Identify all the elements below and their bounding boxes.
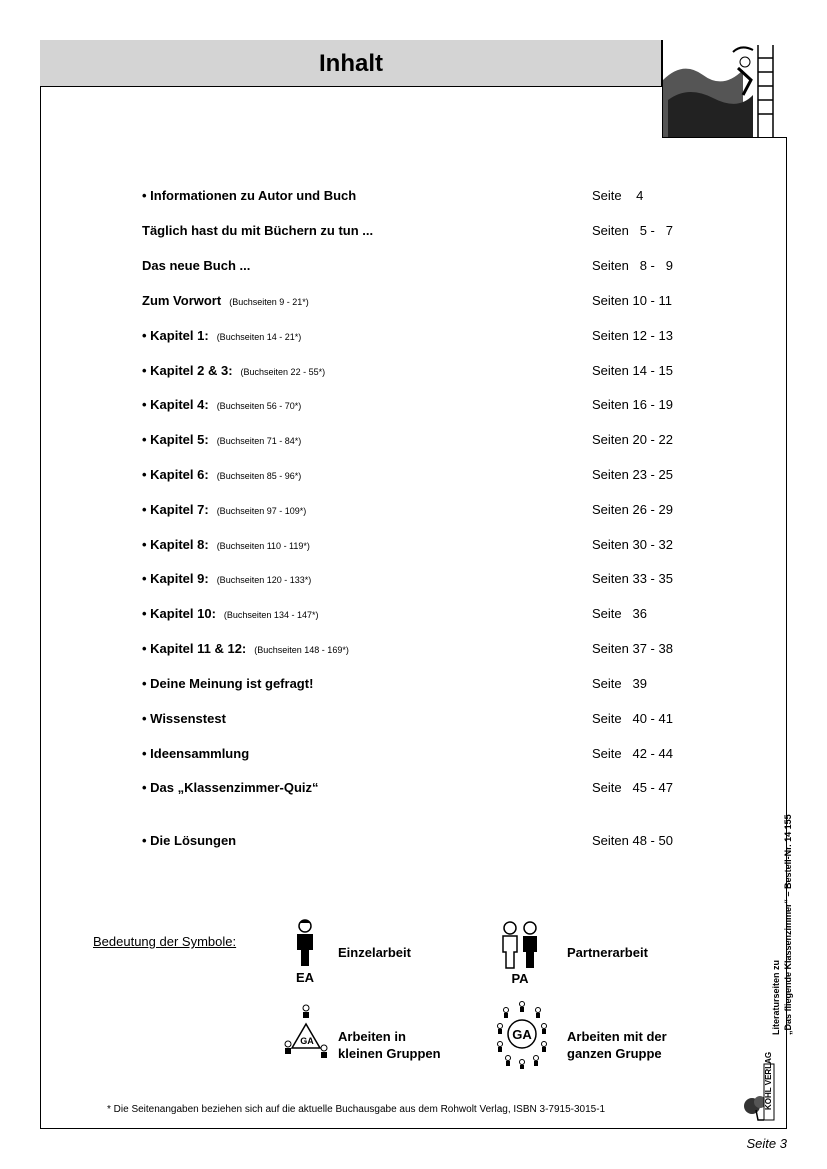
ea-label: Einzelarbeit: [338, 945, 411, 960]
side-publication-info: Literaturseiten zu „Das fliegende Klassenzimmer“ – Bestell-Nr. 14 155: [771, 814, 793, 1035]
toc-entry: • Kapitel 9: (Buchseiten 120 - 133*) Seiten 33 - 35: [142, 571, 673, 586]
page-title: Inhalt: [319, 50, 383, 77]
ga-abbr: GA: [300, 1036, 314, 1046]
toc-entry: Täglich hast du mit Büchern zu tun ... Seiten 5 - 7: [142, 223, 673, 238]
small-group-icon: [282, 1004, 330, 1062]
toc-entry: • Ideensammlung Seite 42 - 44: [142, 746, 673, 761]
toc-entry: • Kapitel 4: (Buchseiten 56 - 70*) Seiten 16 - 19: [142, 397, 673, 412]
page-number: Seite 3: [746, 1136, 787, 1151]
toc-entry: • Informationen zu Autor und Buch Seite 4: [142, 188, 644, 203]
toc-entry: • Kapitel 7: (Buchseiten 97 - 109*) Seiten 26 - 29: [142, 502, 673, 517]
ea-abbr: EA: [295, 970, 315, 985]
corner-illustration: [662, 40, 787, 138]
ga-label: Arbeiten in kleinen Gruppen: [338, 1029, 441, 1061]
single-person-icon: [292, 918, 318, 968]
toc-entry: • Die Lösungen Seiten 48 - 50: [142, 833, 673, 848]
toc-entry: • Kapitel 1: (Buchseiten 14 - 21*) Seiten 12 - 13: [142, 328, 673, 343]
toc-entry: • Kapitel 5: (Buchseiten 71 - 84*) Seiten 20 - 22: [142, 432, 673, 447]
publisher-logo-icon: [740, 1062, 782, 1122]
toc-entry: • Kapitel 2 & 3: (Buchseiten 22 - 55*) Seiten 14 - 15: [142, 363, 673, 378]
toc-entry: • Wissenstest Seite 40 - 41: [142, 711, 673, 726]
pa-label: Partnerarbeit: [567, 945, 648, 960]
gg-label: Arbeiten mit der ganzen Gruppe: [567, 1029, 667, 1061]
toc-entry: • Kapitel 6: (Buchseiten 85 - 96*) Seiten 23 - 25: [142, 467, 673, 482]
toc-entry: • Kapitel 8: (Buchseiten 110 - 119*) Seiten 30 - 32: [142, 537, 673, 552]
partner-icon: [498, 920, 542, 970]
footnote: * Die Seitenangaben beziehen sich auf die aktuelle Buchausgabe aus dem Rohwolt Verlag, ISBN 3-7915-3015-1: [107, 1104, 606, 1115]
toc-entry: Das neue Buch ... Seiten 8 - 9: [142, 258, 673, 273]
toc-entry: • Kapitel 10: (Buchseiten 134 - 147*) Seite 36: [142, 606, 647, 621]
legend-caption: Bedeutung der Symbole:: [93, 934, 237, 949]
toc-entry: • Kapitel 11 & 12: (Buchseiten 148 - 169*) Seiten 37 - 38: [142, 641, 673, 656]
toc-entry: Zum Vorwort (Buchseiten 9 - 21*) Seiten 10 - 11: [142, 293, 672, 308]
toc-entry: • Deine Meinung ist gefragt! Seite 39: [142, 676, 647, 691]
toc-entry: • Das „Klassenzimmer-Quiz“ Seite 45 - 47: [142, 780, 673, 795]
publisher-name: KOHL VERLAG: [764, 1051, 773, 1110]
gg-abbr: GA: [512, 1027, 532, 1042]
pa-abbr: PA: [511, 971, 529, 986]
